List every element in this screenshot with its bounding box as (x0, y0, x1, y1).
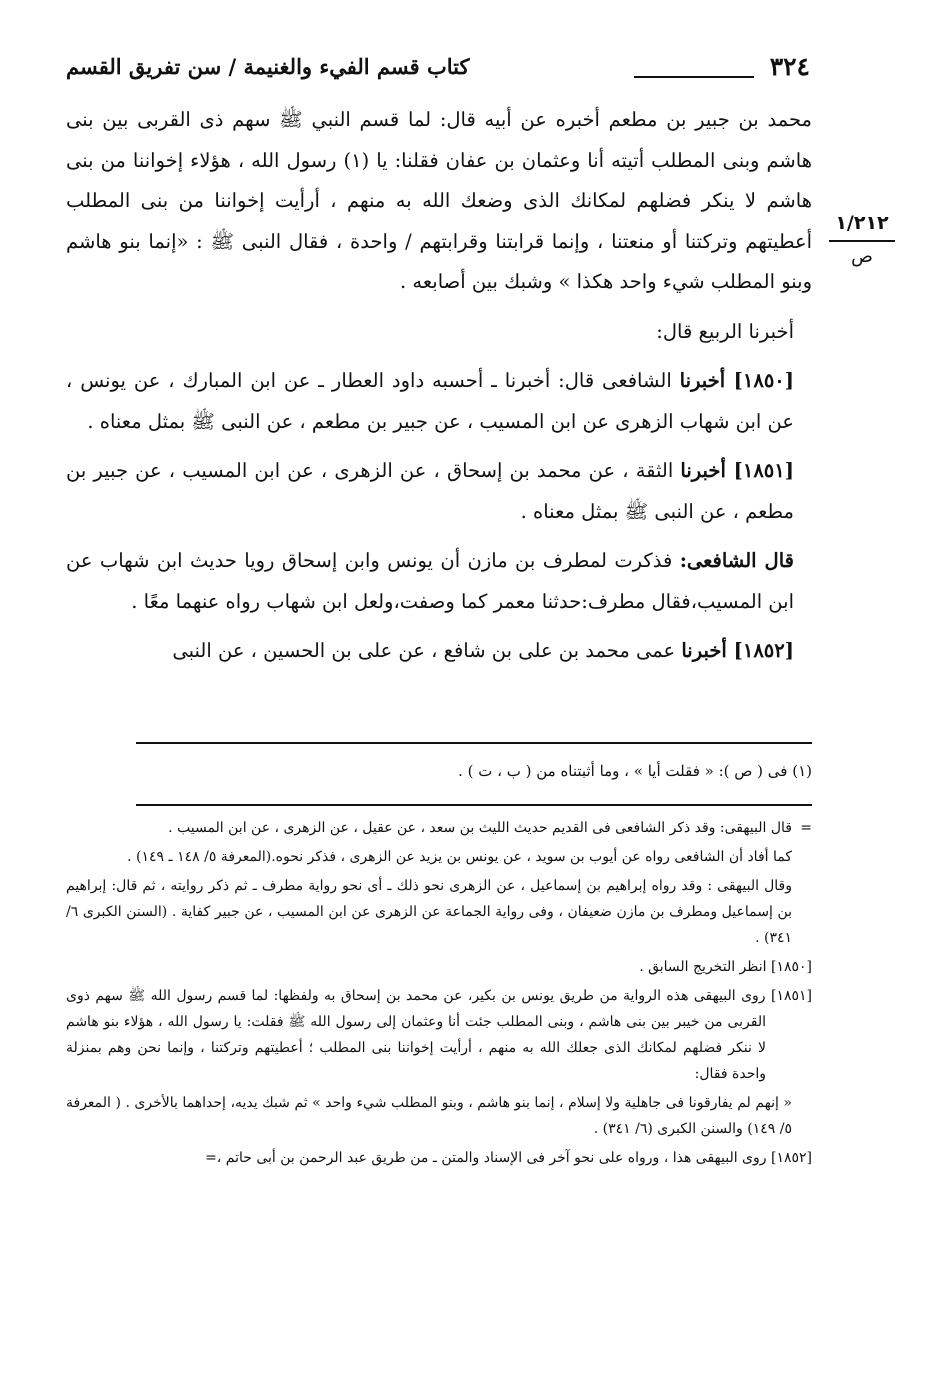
margin-manuscript-mark: ص (851, 246, 873, 267)
hadith-1850-text: الشافعى قال: أخبرنا ـ أحسبه داود العطار ـ عن ابن المبارك ، عن يونس ، عن ابن شهاب الزهرى عن ابن المسيب ، عن جبير بن مطعم ، عن النبى ﷺ بمثل معناه . (66, 369, 794, 433)
note-paragraph-3: وقال البيهقى : وقد رواه إبراهيم بن إسماعيل ، عن الزهرى نحو ذلك ـ أى نحو رواية مطرف ـ ثم ذكر روايته ، ثم قال: إبراهيم بن إسماعيل ومطرف بن مازن ضعيفان ، وفى رواية الجماعة عن الزهرى عن ابن المسيب ، عن جبير كفاية . (السنن الكبرى ٦/ ٣٤١) . (66, 878, 792, 946)
continuation-mark: = (800, 820, 812, 836)
hadith-1850-label: [١٨٥٠] أخبرنا (679, 369, 795, 392)
hadith-1851-text: الثقة ، عن محمد بن إسحاق ، عن الزهرى ، عن ابن المسيب ، عن جبير بن مطعم ، عن النبى ﷺ بمثل معناه . (66, 459, 794, 523)
note-paragraph-2: كما أفاد أن الشافعى رواه عن أيوب بن سويد ، عن يونس بن يزيد عن الزهرى ، فذكر نحوه.(المعرفة ٥/ ١٤٨ ـ ١٤٩) . (127, 849, 792, 865)
hadith-1851 (66, 451, 812, 532)
page-number: ٣٢٤ (769, 52, 810, 81)
note-1850: [١٨٥٠] انظر التخريج السابق . (639, 959, 812, 975)
paragraph-2: أخبرنا الربيع قال: (656, 319, 794, 343)
hadith-1850 (66, 361, 812, 442)
note-paragraph-1 (66, 815, 812, 841)
note-text-1: قال البيهقى: وقد ذكر الشافعى فى القديم حديث الليث بن سعد ، عن عقيل ، عن الزهرى ، عن ابن المسيب . (168, 820, 792, 836)
editor-notes (66, 815, 812, 1174)
header-rule (634, 76, 754, 78)
note-1851: [١٨٥١] روى البيهقى هذه الرواية من طريق يونس بن بكير، عن محمد بن إسحاق به ولفظها: لما قسم رسول الله ﷺ سهم ذوى القربى من خيبر بين بنى هاشم ، وبنى المطلب جئت أنا وعثمان إلى رسول الله ﷺ فقلت: يا رسول الله ، هؤلاء بنو هاشم لا ننكر فضلهم لمكانك الذى جعلك الله به منهم ، أرأيت إخواننا بنى المطلب ؛ أعطيتهم وتركتنا ، وإنما نحن وهم بمنزلة واحدة فقال: (66, 988, 812, 1082)
hadith-1852-label: [١٨٥٢] أخبرنا (681, 639, 794, 662)
hadith-1851-label: [١٨٥١] أخبرنا (680, 459, 794, 482)
shafii-label: قال الشافعى: (679, 549, 794, 572)
margin-manuscript-ref: ١/٢١٢ (835, 212, 889, 234)
margin-rule (829, 240, 895, 242)
page-header (66, 52, 810, 92)
shafii-text: فذكرت لمطرف بن مازن أن يونس وابن إسحاق رويا حديث ابن شهاب عن ابن المسيب،فقال مطرف:حدثنا معمر كما وصفت،ولعل ابن شهاب رواه عنهما معًا . (66, 549, 794, 613)
hadith-1852-text: عمى محمد بن على بن شافع ، عن على بن الحسين ، عن النبى (172, 639, 682, 662)
main-text (66, 100, 812, 681)
note-1852: [١٨٥٢] روى البيهقى هذا ، ورواه على نحو آخر فى الإسناد والمتن ـ من طريق عبد الرحمن بن أبى حاتم ،= (205, 1150, 812, 1166)
hadith-1852 (66, 631, 812, 672)
footnote: (١) فى ( ص ): « فقلت أيا » ، وما أثبتناه من ( ب ، ت ) . (458, 762, 812, 780)
paragraph-1: محمد بن جبير بن مطعم أخبره عن أبيه قال: لما قسم النبي ﷺ سهم ذى القربى بين بنى هاشم وبنى المطلب أتيته أنا وعثمان بن عفان فقلنا: يا (١) رسول الله ، هؤلاء إخواننا من بنى هاشم لا ينكر فضلهم لمكانك الذى وضعك الله به منهم ، أرأيت إخواننا من بنى المطلب أعطيتهم وتركتنا أو منعتنا ، وإنما قرابتنا وقرابتهم / واحدة ، فقال النبى ﷺ : «إنما بنو هاشم وبنو المطلب شيء واحد هكذا » وشبك بين أصابعه . (66, 108, 812, 293)
note-1851-continued: « إنهم لم يفارقونا فى جاهلية ولا إسلام ، إنما بنو هاشم ، وبنو المطلب شيء واحد » ثم شبك يديه، إحداهما بالأخرى . ( المعرفة ٥/ ١٤٩) والسنن الكبرى (٦/ ٣٤١) . (66, 1095, 792, 1137)
shafii-comment (66, 541, 812, 622)
margin-note (822, 212, 902, 267)
footnote-rule (136, 742, 812, 744)
running-title: كتاب قسم الفيء والغنيمة / سن تفريق القسم (66, 54, 470, 79)
notes-rule (136, 804, 812, 806)
